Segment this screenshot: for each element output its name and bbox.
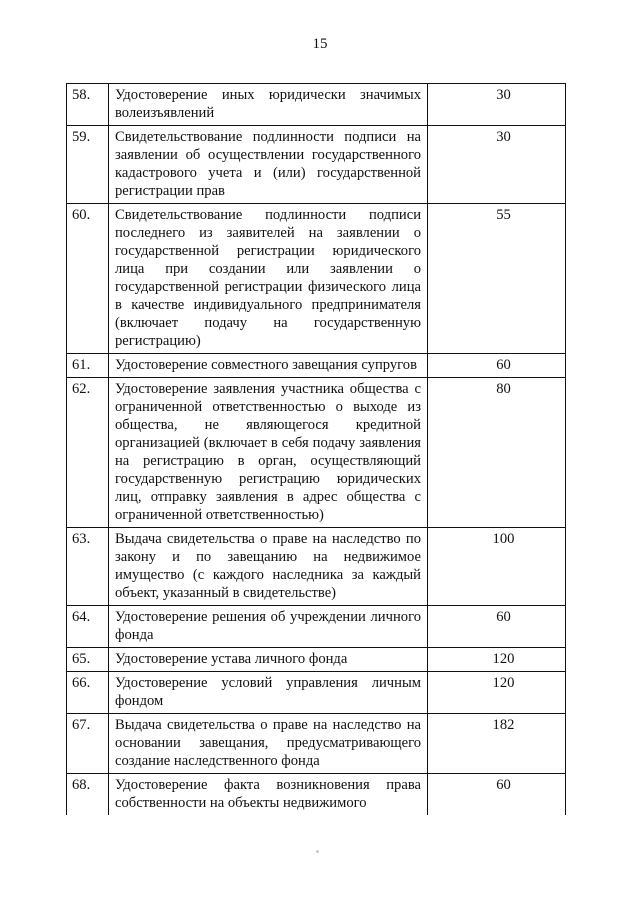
- row-description: Выдача свидетельства о праве на наследство на основании завещания, предусматривающего создание наследственного фонда: [109, 714, 428, 774]
- row-fee: 30: [428, 126, 566, 204]
- row-number: 68.: [67, 774, 109, 816]
- row-number: 59.: [67, 126, 109, 204]
- table-row: [67, 774, 566, 816]
- row-number: 66.: [67, 672, 109, 714]
- row-fee: 182: [428, 714, 566, 774]
- table-row: [67, 672, 566, 714]
- row-description: Удостоверение устава личного фонда: [109, 648, 428, 672]
- row-description: Свидетельствование подлинности подписи последнего из заявителей на заявлении о государственной регистрации юридического лица при создании или заявлении о государственной регистрации физического лица в качестве индивидуального предпринимателя (включает подачу на государственную регистрацию): [109, 204, 428, 354]
- table-row: [67, 714, 566, 774]
- row-description: Выдача свидетельства о праве на наследство по закону и по завещанию на недвижимое имущество (с каждого наследника за каждый объект, указанный в свидетельстве): [109, 528, 428, 606]
- row-number: 60.: [67, 204, 109, 354]
- row-fee: 60: [428, 606, 566, 648]
- row-description: Удостоверение условий управления личным фондом: [109, 672, 428, 714]
- row-description: Удостоверение иных юридически значимых волеизъявлений: [109, 84, 428, 126]
- row-fee: 60: [428, 774, 566, 816]
- row-description: Удостоверение совместного завещания супругов: [109, 354, 428, 378]
- row-number: 64.: [67, 606, 109, 648]
- row-fee: 30: [428, 84, 566, 126]
- row-description: Свидетельствование подлинности подписи на заявлении об осуществлении государственного кадастрового учета и (или) государственной регистрации прав: [109, 126, 428, 204]
- row-fee: 120: [428, 648, 566, 672]
- row-fee: 80: [428, 378, 566, 528]
- row-description: Удостоверение факта возникновения права собственности на объекты недвижимого: [109, 774, 428, 816]
- row-fee: 60: [428, 354, 566, 378]
- row-number: 58.: [67, 84, 109, 126]
- table-row: [67, 528, 566, 606]
- table-row: [67, 354, 566, 378]
- row-number: 61.: [67, 354, 109, 378]
- table-row: [67, 606, 566, 648]
- row-description: Удостоверение решения об учреждении личного фонда: [109, 606, 428, 648]
- row-number: 67.: [67, 714, 109, 774]
- row-fee: 120: [428, 672, 566, 714]
- row-number: 62.: [67, 378, 109, 528]
- scan-dot: [316, 850, 319, 853]
- table-row: [67, 378, 566, 528]
- table-row: [67, 648, 566, 672]
- table-row: [67, 126, 566, 204]
- row-description: Удостоверение заявления участника общества с ограниченной ответственностью о выходе из общества, не являющегося кредитной организацией (включает в себя подачу заявления на регистрацию в орган, осуществляющий государственную регистрацию юридических лиц, отправку заявления в адрес общества с ограниченной ответственностью): [109, 378, 428, 528]
- fee-table: [66, 83, 566, 815]
- row-number: 63.: [67, 528, 109, 606]
- table-row: [67, 204, 566, 354]
- table-row: [67, 84, 566, 126]
- page-number: 15: [312, 36, 328, 52]
- row-fee: 100: [428, 528, 566, 606]
- row-number: 65.: [67, 648, 109, 672]
- row-fee: 55: [428, 204, 566, 354]
